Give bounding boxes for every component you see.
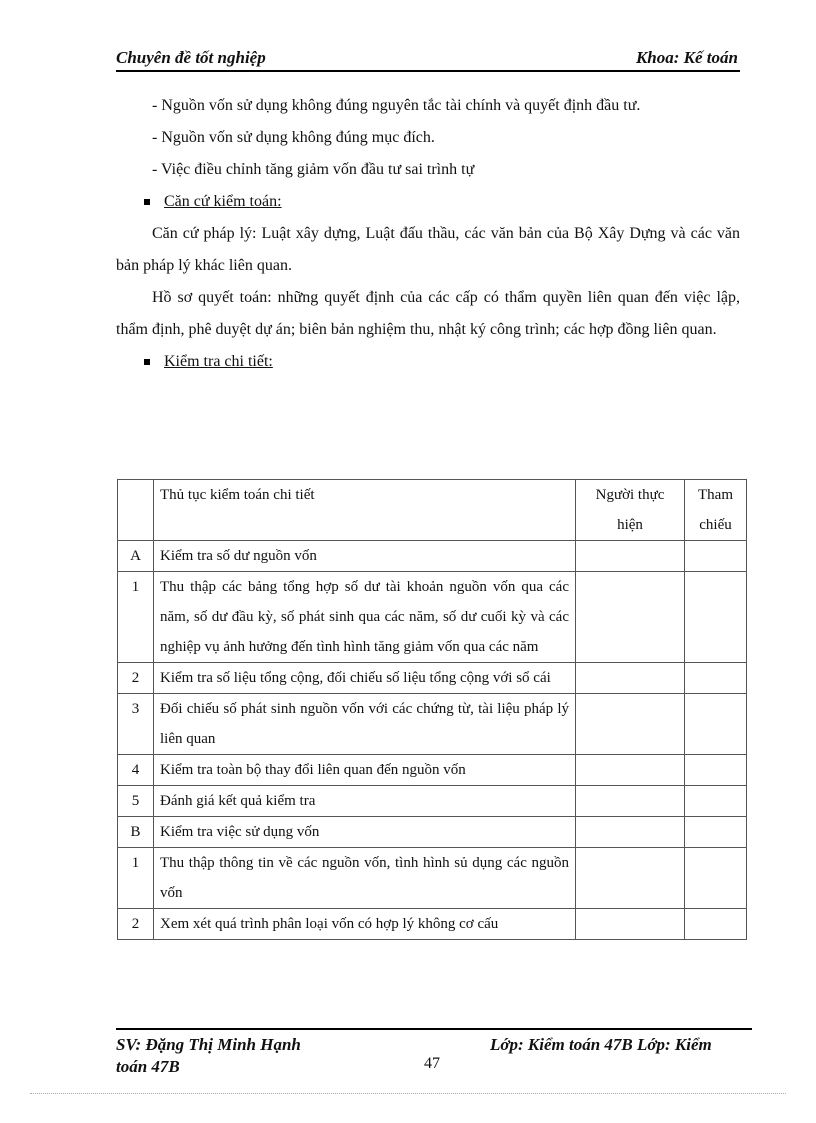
row-performer-cell <box>576 786 685 817</box>
paragraph-2: - Nguồn vốn sử dụng không đúng mục đích. <box>152 129 435 146</box>
table-row <box>118 848 747 909</box>
table-row <box>118 786 747 817</box>
paragraph-1: - Nguồn vốn sử dụng không đúng nguyên tắc tài chính và quyết định đầu tư. <box>152 97 641 114</box>
square-bullet-icon <box>144 359 150 365</box>
header-faculty: Khoa: Kế toán <box>635 48 738 67</box>
row-reference-cell <box>685 817 747 848</box>
table-row <box>118 694 747 755</box>
header-performer: Người thực hiện <box>576 480 685 541</box>
header-procedure: Thủ tục kiểm toán chi tiết <box>154 480 576 541</box>
row-procedure: Kiểm tra việc sử dụng vốn <box>154 817 576 848</box>
square-bullet-icon <box>144 199 150 205</box>
row-number: 3 <box>118 694 154 755</box>
row-procedure: Xem xét quá trình phân loại vốn có hợp lý không cơ cấu <box>154 909 576 940</box>
footer-class: Lớp: Kiểm toán 47B Lớp: Kiểm <box>490 1035 712 1054</box>
row-procedure: Kiểm tra số dư nguồn vốn <box>154 541 576 572</box>
row-reference-cell <box>685 694 747 755</box>
footer-student: SV: Đặng Thị Minh Hạnh <box>116 1035 301 1054</box>
body-text <box>116 90 740 378</box>
paragraph-4: Căn cứ pháp lý: Luật xây dựng, Luật đấu thầu, các văn bản của Bộ Xây Dựng và các văn bản pháp lý khác liên quan. <box>116 225 740 274</box>
bullet-label: Căn cứ kiểm toán: <box>164 193 282 210</box>
row-procedure: Thu thập thông tin về các nguồn vốn, tình hình sủ dụng các nguồn vốn <box>154 848 576 909</box>
row-reference-cell <box>685 663 747 694</box>
row-procedure: Kiểm tra toàn bộ thay đổi liên quan đến nguồn vốn <box>154 755 576 786</box>
table-row <box>118 755 747 786</box>
row-reference-cell <box>685 848 747 909</box>
table-row <box>118 572 747 663</box>
paragraph-3: - Việc điều chỉnh tăng giảm vốn đầu tư sai trình tự <box>152 161 475 178</box>
table-header-row <box>118 480 747 541</box>
row-performer-cell <box>576 848 685 909</box>
row-procedure: Thu thập các bảng tổng hợp số dư tài khoản nguồn vốn qua các năm, số dư đầu kỳ, số phát sinh qua các năm, số dư cuối kỳ và các nghiệp vụ ảnh hưởng đến tình hình tăng giảm vốn qua các năm <box>154 572 576 663</box>
row-number: 4 <box>118 755 154 786</box>
row-performer-cell <box>576 755 685 786</box>
row-number: 1 <box>118 572 154 663</box>
bullet-heading-detail-check <box>116 346 740 378</box>
row-reference-cell <box>685 755 747 786</box>
row-number: 5 <box>118 786 154 817</box>
row-reference-cell <box>685 786 747 817</box>
row-reference-cell <box>685 909 747 940</box>
row-procedure: Kiểm tra số liệu tổng cộng, đối chiếu số liệu tổng cộng với sổ cái <box>154 663 576 694</box>
page-number: 47 <box>424 1055 440 1072</box>
row-reference-cell <box>685 572 747 663</box>
row-number: 2 <box>118 663 154 694</box>
header-title: Chuyên đề tốt nghiệp <box>116 48 266 67</box>
page-header <box>116 48 740 72</box>
row-number: B <box>118 817 154 848</box>
page-bottom-divider <box>30 1093 786 1094</box>
paragraph-5: Hồ sơ quyết toán: những quyết định của các cấp có thẩm quyền liên quan đến việc lập, thẩm định, phê duyệt dự án; biên bản nghiệm thu, nhật ký công trình; các hợp đồng liên quan. <box>116 289 740 338</box>
row-number: 2 <box>118 909 154 940</box>
bullet-heading-audit-basis <box>116 186 740 218</box>
row-performer-cell <box>576 663 685 694</box>
row-number: A <box>118 541 154 572</box>
audit-procedure-table <box>117 479 747 940</box>
row-performer-cell <box>576 817 685 848</box>
bullet-label: Kiểm tra chi tiết: <box>164 353 273 370</box>
row-reference-cell <box>685 541 747 572</box>
table-row <box>118 909 747 940</box>
table-row <box>118 541 747 572</box>
row-performer-cell <box>576 572 685 663</box>
row-performer-cell <box>576 694 685 755</box>
footer-class-continued: toán 47B <box>116 1057 180 1076</box>
row-performer-cell <box>576 909 685 940</box>
header-no <box>118 480 154 541</box>
page-footer <box>116 1028 752 1076</box>
row-performer-cell <box>576 541 685 572</box>
row-number: 1 <box>118 848 154 909</box>
table-row <box>118 663 747 694</box>
row-procedure: Đối chiếu số phát sinh nguồn vốn với các chứng từ, tài liệu pháp lý liên quan <box>154 694 576 755</box>
row-procedure: Đánh giá kết quả kiểm tra <box>154 786 576 817</box>
table-row <box>118 817 747 848</box>
header-reference: Tham chiếu <box>685 480 747 541</box>
